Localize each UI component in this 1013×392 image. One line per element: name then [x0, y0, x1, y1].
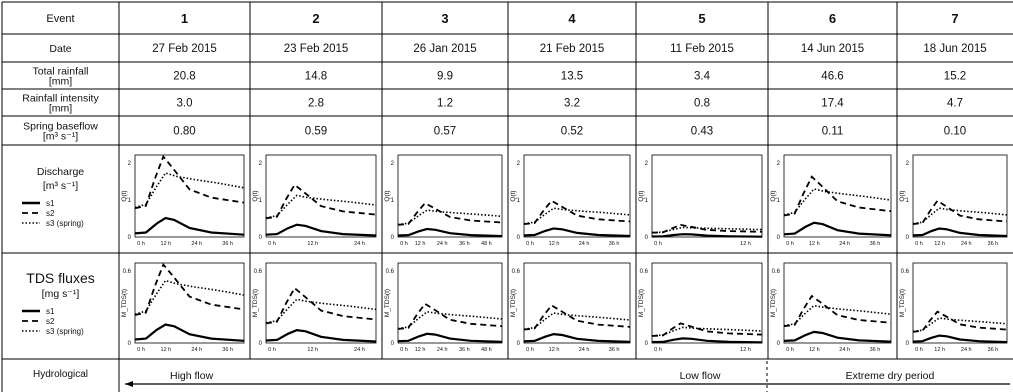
- x-tick-label: 12 h: [740, 347, 751, 353]
- x-tick-label: 0 h: [400, 347, 408, 353]
- plot-frame: [913, 263, 1007, 343]
- y-axis-label: M_TDS(t): [384, 288, 391, 318]
- discharge-plot-2: [252, 155, 376, 247]
- x-tick-label: 12 h: [548, 241, 560, 247]
- baseflow-value: 0.43: [690, 125, 714, 138]
- x-tick-label: 24 h: [960, 347, 972, 353]
- y-tick-label: 0: [905, 235, 909, 241]
- date-value: 27 Feb 2015: [152, 43, 217, 55]
- y-tick-label: 2: [776, 161, 780, 168]
- legend-label: s2: [46, 317, 55, 326]
- y-axis-label: M_TDS(t): [252, 288, 259, 318]
- y-tick-label: 0: [258, 235, 262, 241]
- x-tick-label: 36 h: [458, 347, 470, 353]
- series-s1-line: [266, 225, 376, 236]
- plot-panels: [121, 155, 1007, 353]
- y-axis-label: Q(t): [770, 190, 777, 202]
- y-tick-label: 1: [644, 198, 648, 205]
- x-tick-label: 24 h: [436, 241, 448, 247]
- series-s2-line: [135, 157, 244, 209]
- y-axis-label: M_TDS(t): [899, 288, 906, 318]
- date-row-label: Date: [49, 43, 72, 55]
- plot-frame: [784, 155, 891, 237]
- discharge-row-label: Discharge: [36, 166, 85, 178]
- y-tick-label: 2: [258, 161, 262, 168]
- x-tick-label: 24 h: [354, 241, 365, 247]
- x-tick-label: 36 h: [987, 347, 999, 353]
- x-tick-label: 24 h: [839, 347, 850, 353]
- y-tick-label: 2: [905, 161, 909, 168]
- x-tick-label: 0 h: [526, 347, 534, 353]
- table-cells: [22, 11, 986, 300]
- high-flow-label: High flow: [170, 370, 214, 382]
- x-tick-label: 24 h: [578, 241, 590, 247]
- y-tick-label: 0: [905, 341, 909, 347]
- x-tick-label: 0 h: [786, 241, 794, 247]
- x-tick-label: 48 h: [481, 241, 492, 247]
- intensity-row-unit: [mm]: [48, 102, 73, 115]
- y-tick-label: 1: [258, 198, 262, 205]
- series-s1-line: [398, 334, 502, 342]
- date-value: 21 Feb 2015: [539, 43, 605, 55]
- x-tick-label: 12 h: [934, 241, 945, 247]
- event-number: 4: [568, 11, 576, 26]
- date-value: 14 Jun 2015: [800, 43, 865, 55]
- intensity-value: 17.4: [821, 97, 844, 110]
- rainfall-value: 20.8: [173, 70, 196, 83]
- series-s1-line: [135, 325, 244, 341]
- y-tick-label: 2: [644, 161, 648, 168]
- series-s1-line: [784, 332, 891, 342]
- intensity-value: 4.7: [947, 97, 963, 110]
- x-tick-label: 36 h: [222, 241, 234, 247]
- legend-label: s3 (spring): [46, 327, 84, 336]
- series-s1-line: [652, 234, 762, 237]
- rainfall-value: 9.9: [437, 70, 453, 83]
- series-s3-line: [652, 327, 762, 335]
- series-s1-line: [135, 218, 244, 235]
- x-tick-label: 0 h: [915, 241, 923, 247]
- discharge-plot-4: [510, 155, 630, 247]
- series-s1-line: [524, 229, 630, 237]
- y-axis-label: Q(t): [121, 190, 128, 202]
- intensity-value: 3.0: [176, 97, 193, 110]
- y-tick-label: 0.6: [122, 269, 131, 275]
- x-tick-label: 12 h: [548, 347, 560, 353]
- y-tick-label: 0: [258, 341, 262, 347]
- x-tick-label: 12 h: [934, 347, 945, 353]
- baseflow-value: 0.59: [304, 125, 328, 138]
- plot-frame: [784, 263, 891, 343]
- intensity-value: 1.2: [437, 97, 453, 110]
- plot-frame: [398, 263, 502, 343]
- x-tick-label: 24 h: [191, 347, 203, 353]
- baseflow-value: 0.80: [173, 125, 196, 138]
- series-s2-line: [266, 185, 376, 219]
- series-s2-line: [524, 305, 630, 329]
- plot-frame: [913, 155, 1007, 237]
- x-tick-label: 0 h: [526, 241, 534, 247]
- x-tick-label: 48 h: [481, 347, 492, 353]
- tds-plot-4: [510, 263, 630, 353]
- y-tick-label: 2: [127, 161, 131, 168]
- y-tick-label: 0: [516, 235, 520, 241]
- x-tick-label: 0 h: [400, 241, 408, 247]
- x-tick-label: 0 h: [268, 347, 276, 353]
- x-tick-label: 24 h: [191, 241, 203, 247]
- rainfall-value: 13.5: [560, 70, 584, 83]
- y-tick-label: 1: [905, 198, 909, 205]
- y-axis-label: Q(t): [510, 190, 517, 202]
- tds-plot-7: [899, 263, 1007, 353]
- series-s2-line: [266, 288, 376, 323]
- x-tick-label: 36 h: [869, 241, 881, 247]
- date-value: 11 Feb 2015: [670, 43, 734, 55]
- y-axis-label: Q(t): [384, 190, 391, 202]
- date-value: 18 Jun 2015: [923, 43, 987, 55]
- date-value: 26 Jan 2015: [413, 43, 477, 55]
- hydrological-row-label: Hydrological: [32, 369, 89, 380]
- discharge-plot-1: [121, 155, 244, 247]
- legend-label: s3 (spring): [46, 219, 84, 228]
- y-tick-label: 0.6: [253, 269, 262, 275]
- tds-plot-6: [770, 263, 891, 353]
- series-s1-line: [524, 334, 630, 342]
- x-tick-label: 12 h: [307, 241, 319, 247]
- rainfall-value: 46.6: [821, 70, 844, 83]
- baseflow-value: 0.57: [433, 125, 457, 138]
- discharge-plot-7: [899, 155, 1007, 247]
- baseflow-row-unit: [m³ s⁻¹]: [42, 130, 79, 143]
- x-tick-label: 24 h: [839, 241, 850, 247]
- extreme-dry-label: Extreme dry period: [845, 370, 935, 382]
- intensity-row-label: Rainfall intensity: [22, 92, 99, 105]
- x-tick-label: 0 h: [137, 347, 145, 353]
- series-s2-line: [398, 304, 502, 329]
- event-number: 3: [441, 11, 449, 26]
- x-tick-label: 12 h: [307, 347, 319, 353]
- series-s3-line: [524, 208, 630, 224]
- y-tick-label: 2: [516, 161, 520, 168]
- plot-frame: [524, 263, 630, 343]
- tds-row-label: TDS fluxes: [26, 270, 95, 286]
- series-s2-line: [913, 312, 1007, 332]
- y-tick-label: 2: [390, 161, 394, 168]
- baseflow-value: 0.11: [821, 125, 844, 138]
- rainfall-row-label: Total rainfall: [32, 65, 89, 78]
- series-s3-line: [398, 312, 502, 329]
- rainfall-row-unit: [mm]: [48, 75, 73, 88]
- x-tick-label: 0 h: [268, 241, 276, 247]
- y-axis-label: M_TDS(t): [770, 288, 777, 318]
- series-s2-line: [524, 201, 630, 224]
- series-s2-line: [913, 201, 1007, 224]
- event-number: 6: [828, 11, 837, 26]
- y-tick-label: 0: [390, 235, 394, 241]
- series-s2-line: [398, 203, 502, 225]
- discharge-plot-5: [638, 155, 762, 247]
- rainfall-value: 15.2: [943, 70, 967, 83]
- plot-frame: [652, 155, 762, 237]
- plot-frame: [524, 155, 630, 237]
- x-tick-label: 24 h: [436, 347, 448, 353]
- plot-frame: [266, 155, 376, 237]
- intensity-value: 2.8: [308, 97, 324, 110]
- event-number: 5: [698, 11, 706, 26]
- x-tick-label: 12 h: [808, 347, 820, 353]
- x-tick-label: 0 h: [654, 347, 662, 353]
- series-s2-line: [784, 296, 891, 326]
- y-tick-label: 0.6: [639, 269, 648, 275]
- series-s1-line: [913, 336, 1007, 343]
- tds-plot-1: [121, 263, 244, 353]
- y-axis-label: Q(t): [638, 190, 645, 202]
- y-tick-label: 0: [127, 235, 131, 241]
- y-axis-label: Q(t): [252, 190, 259, 202]
- event-number: 2: [312, 11, 320, 26]
- y-axis-label: M_TDS(t): [638, 288, 645, 318]
- baseflow-row-label: Spring baseflow: [23, 120, 98, 133]
- tds-plot-5: [638, 263, 762, 353]
- event-header-label: Event: [46, 13, 75, 25]
- y-axis-label: M_TDS(t): [121, 288, 128, 318]
- series-s1-line: [652, 338, 762, 342]
- intensity-value: 3.2: [564, 97, 580, 110]
- intensity-value: 0.8: [694, 97, 710, 110]
- discharge-plot-6: [770, 155, 891, 247]
- x-tick-label: 0 h: [654, 241, 662, 247]
- y-axis-label: M_TDS(t): [510, 288, 517, 318]
- series-s1-line: [913, 229, 1007, 237]
- y-tick-label: 1: [776, 198, 780, 205]
- series-s1-line: [784, 223, 891, 236]
- tds-plot-2: [252, 263, 376, 353]
- tds-plot-3: [384, 263, 502, 353]
- series-s1-line: [398, 229, 502, 236]
- y-tick-label: 1: [516, 198, 520, 205]
- discharge-row-unit: [m³ s⁻¹]: [42, 180, 79, 192]
- y-tick-label: 0: [776, 235, 780, 241]
- event-number: 1: [180, 11, 189, 26]
- y-tick-label: 0.6: [900, 269, 909, 275]
- x-tick-label: 24 h: [354, 347, 365, 353]
- series-s2-line: [135, 265, 244, 315]
- y-tick-label: 0: [127, 341, 131, 347]
- legend-label: s1: [46, 199, 55, 208]
- date-value: 23 Feb 2015: [283, 43, 349, 55]
- tds-row-unit: [mg s⁻¹]: [41, 288, 80, 300]
- series-s2-line: [784, 177, 891, 216]
- x-tick-label: 12 h: [740, 241, 751, 247]
- row-legends: [22, 199, 84, 336]
- series-s1-line: [266, 330, 376, 341]
- x-tick-label: 36 h: [608, 241, 620, 247]
- legend-label: s1: [46, 307, 55, 316]
- y-tick-label: 0: [776, 341, 780, 347]
- y-tick-label: 1: [390, 198, 394, 205]
- plot-frame: [398, 155, 502, 237]
- y-axis-label: Q(t): [899, 190, 906, 202]
- x-tick-label: 36 h: [458, 241, 470, 247]
- y-tick-label: 0: [390, 341, 394, 347]
- plot-frame: [266, 263, 376, 343]
- y-tick-label: 0.6: [771, 269, 780, 275]
- event-number: 7: [951, 11, 959, 26]
- x-tick-label: 0 h: [915, 347, 923, 353]
- x-tick-label: 12 h: [414, 347, 426, 353]
- x-tick-label: 12 h: [808, 241, 820, 247]
- x-tick-label: 12 h: [414, 241, 426, 247]
- x-tick-label: 36 h: [222, 347, 234, 353]
- y-tick-label: 0: [516, 341, 520, 347]
- series-s3-line: [524, 313, 630, 329]
- x-tick-label: 36 h: [869, 347, 881, 353]
- y-tick-label: 0: [644, 235, 648, 241]
- x-tick-label: 12 h: [160, 241, 172, 247]
- hydrological-row: [33, 361, 1010, 392]
- rainfall-value: 14.8: [304, 70, 328, 83]
- y-tick-label: 0.6: [511, 269, 520, 275]
- x-tick-label: 0 h: [137, 241, 145, 247]
- x-tick-label: 0 h: [786, 347, 794, 353]
- y-tick-label: 0: [644, 341, 648, 347]
- baseflow-value: 0.10: [943, 125, 967, 138]
- x-tick-label: 24 h: [578, 347, 590, 353]
- x-tick-label: 36 h: [987, 241, 999, 247]
- low-flow-label: Low flow: [679, 370, 721, 382]
- x-tick-label: 36 h: [608, 347, 620, 353]
- y-tick-label: 0.6: [385, 269, 394, 275]
- arrow-head: [125, 381, 133, 387]
- y-tick-label: 1: [127, 198, 131, 205]
- legend-label: s2: [46, 209, 55, 218]
- series-s2-line: [652, 225, 762, 233]
- x-tick-label: 24 h: [960, 241, 972, 247]
- discharge-plot-3: [384, 155, 502, 247]
- x-tick-label: 12 h: [160, 347, 172, 353]
- rainfall-value: 3.4: [694, 70, 710, 83]
- baseflow-value: 0.52: [560, 125, 584, 138]
